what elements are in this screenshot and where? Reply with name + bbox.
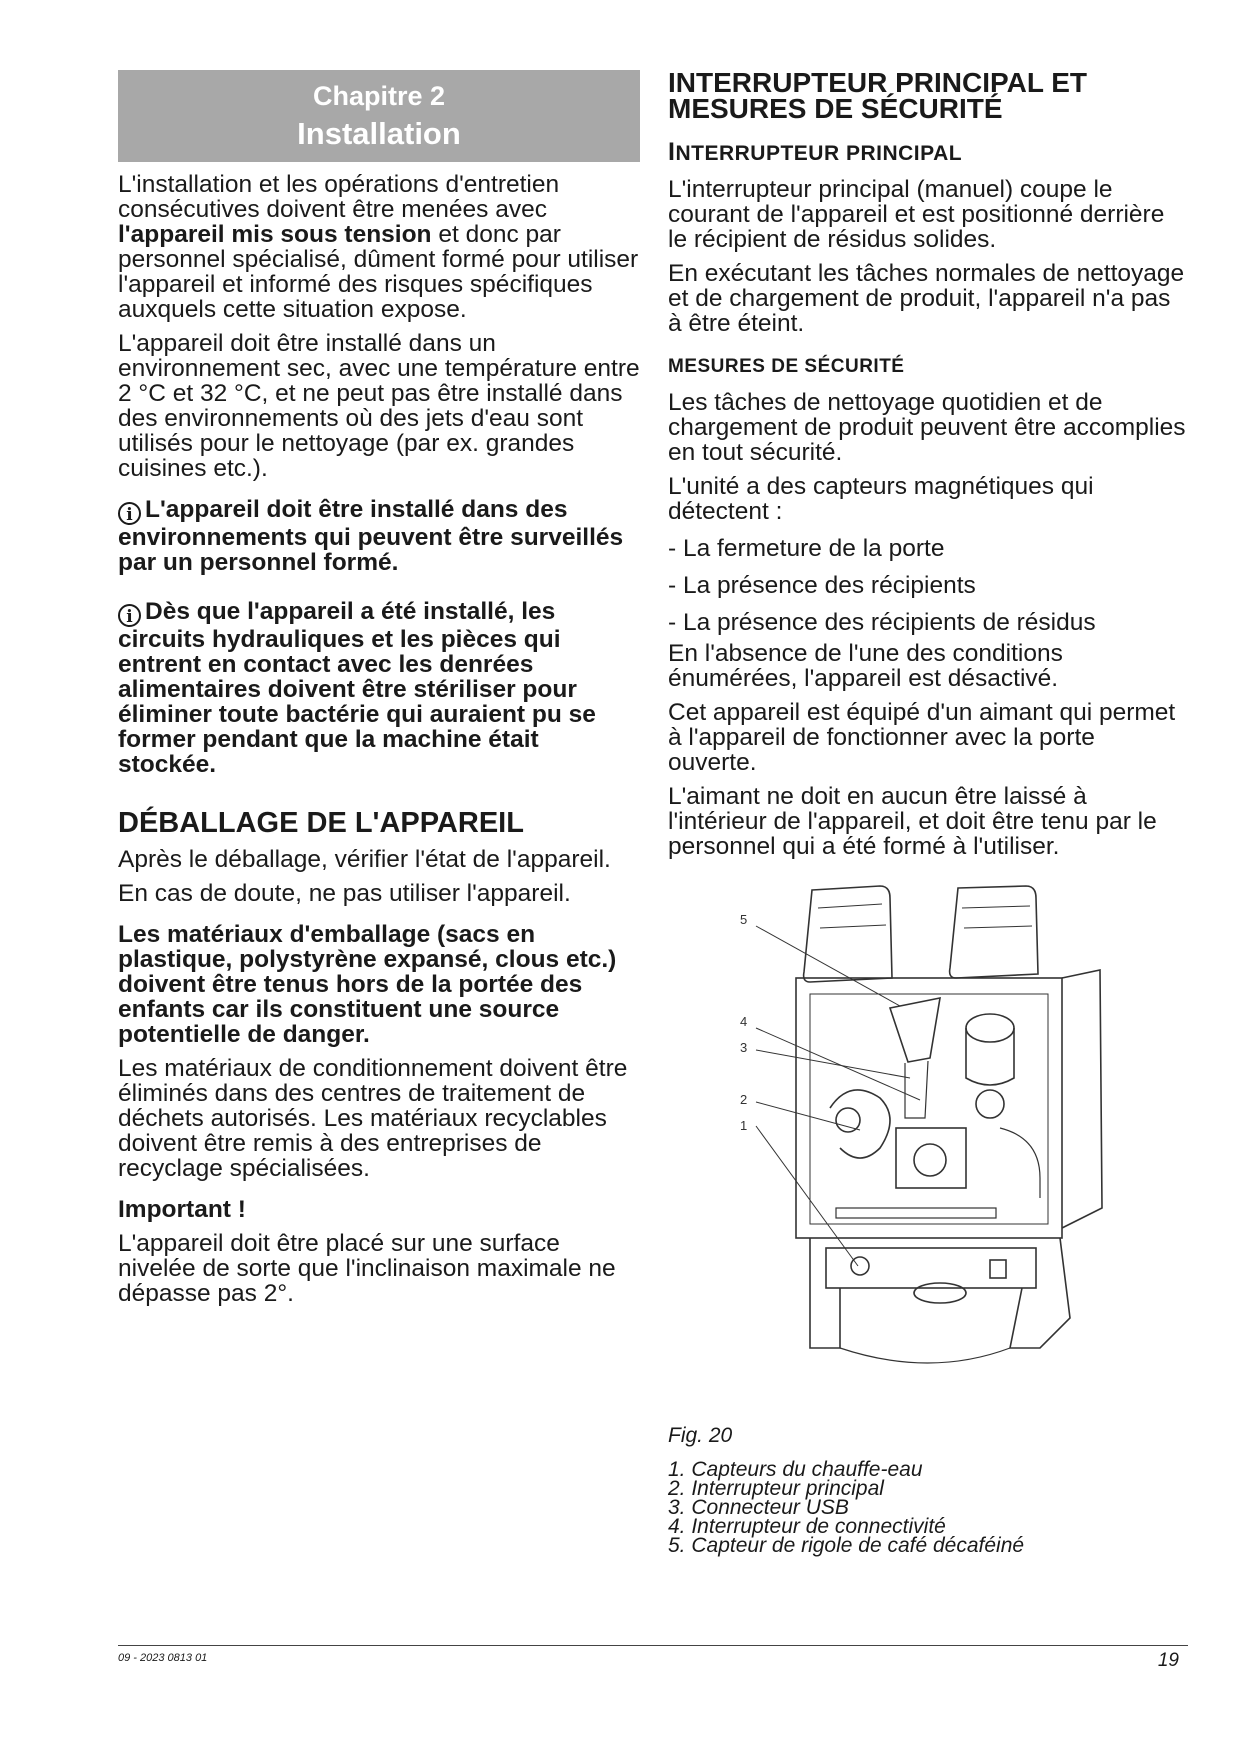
intro-text-2: et donc par personnel spécialisé, dûment formé pour utiliser l'appareil et informé des risques spécifiques auxquels cette situation expose. [118,221,639,323]
main-switch [990,1260,1006,1278]
subheading-main-switch [668,138,1188,167]
right-canister [950,886,1038,978]
deactivation-paragraph: En l'absence de l'une des conditions énumérées, l'appareil est désactivé. [668,640,1063,692]
left-canister [804,886,892,982]
list-item: - La présence des récipients [668,572,976,599]
funnel [890,998,940,1062]
note-supervision [118,497,640,575]
section-title: INTERRUPTEUR PRINCIPAL ET MESURES DE SÉCURITÉ [668,67,1087,124]
list-item: - La fermeture de la porte [668,535,945,562]
list-item: - La présence des récipients de résidus [668,609,1096,636]
level-surface-paragraph: L'appareil doit être placé sur une surface nivelée de sorte que l'inclinaison maximale ne dépasse pas 2°. [118,1230,616,1307]
note-sterilize-text: Dès que l'appareil a été installé, les circuits hydrauliques et les pièces qui entrent en contact avec les denrées alimentaires doivent être stériliser pour éliminer toute bactérie qui auraient pu se former pendant que la machine était stockée. [118,598,596,778]
packaging-warning: Les matériaux d'emballage (sacs en plastique, polystyrène expansé, clous etc.) doivent être tenus hors de la portée des enfants car ils constituent une source potentielle de danger. [118,921,617,1048]
unpacking-heading: DÉBALLAGE DE L'APPAREIL [118,807,524,839]
boiler [966,1014,1014,1042]
callout-4: 4 [740,1014,748,1029]
brewer [896,1128,966,1188]
unpacking-paragraph-2: En cas de doute, ne pas utiliser l'appareil. [118,880,571,907]
info-icon: i [118,604,141,627]
chapter-header [118,70,640,162]
disposal-paragraph: Les matériaux de conditionnement doivent être éliminés dans des centres de traitement de déchets autorisés. Les matériaux recyclables doivent être remis à des entreprises de recyclage spécialisées. [118,1055,628,1182]
intro-bold-text: l'appareil mis sous tension [118,221,432,248]
legend-item: 1. Capteurs du chauffe-eau [668,1458,923,1481]
left-column [118,70,640,1315]
document-code: 09 - 2023 0813 01 [118,1652,208,1664]
note-sterilize [118,599,640,777]
callout-2: 2 [740,1092,748,1107]
important-heading: Important ! [118,1196,246,1223]
cleaning-paragraph: En exécutant les tâches normales de nettoyage et de chargement de produit, l'appareil n'a pas à être éteint. [668,260,1185,337]
legend-item: 2. Interrupteur principal [668,1477,884,1500]
magnet-warning-paragraph: L'aimant ne doit en aucun être laissé à l'intérieur de l'appareil, et doit être tenu par le personnel qui a été formé à l'utiliser. [668,783,1157,860]
machine-figure [740,878,1110,1398]
callout-1: 1 [740,1118,748,1133]
magnet-paragraph: Cet appareil est équipé d'un aimant qui permet à l'appareil de fonctionner avec la porte ouverte. [668,699,1176,776]
subheading-safety: MESURES DE SÉCURITÉ [668,356,905,377]
legend-item: 3. Connecteur USB [668,1496,849,1519]
subheading-initial: I [668,138,676,166]
machine-drawing [740,878,1110,1398]
environment-paragraph: L'appareil doit être installé dans un environnement sec, avec une température entre 2 °C et 32 °C, et ne peut pas être installé dans des environnements où des jets d'eau sont utilisés pour le nettoyage (par ex. grandes cuisines etc.). [118,330,640,482]
unpacking-paragraph-1: Après le déballage, vérifier l'état de l'appareil. [118,846,611,873]
safety-paragraph-1: Les tâches de nettoyage quotidien et de chargement de produit peuvent être accomplies en tout sécurité. [668,389,1186,466]
legend-item: 5. Capteur de rigole de café décaféiné [668,1534,1025,1557]
figure-legend [668,1460,1024,1555]
info-icon: i [118,502,141,525]
main-switch-paragraph: L'interrupteur principal (manuel) coupe le courant de l'appareil et est positionné derrière le récipient de résidus solides. [668,176,1165,253]
figure-caption: Fig. 20 [668,1424,733,1447]
right-column [668,67,1188,868]
note-supervision-text: L'appareil doit être installé dans des environnements qui peuvent être surveillés par un personnel formé. [118,496,624,576]
chapter-number: Chapitre 2 [312,81,446,111]
footer-divider [118,1645,1188,1646]
base-panel [826,1248,1036,1288]
safety-paragraph-2: L'unité a des capteurs magnétiques qui détectent : [668,473,1094,525]
intro-text-1: L'installation et les opérations d'entretien consécutives doivent être menées avec [118,171,560,223]
legend-item: 4. Interrupteur de connectivité [668,1515,946,1538]
door [1062,970,1102,1228]
machine-frame [796,978,1062,1238]
subheading-rest: NTERRUPTEUR PRINCIPAL [675,142,963,165]
chapter-title: Installation [297,116,461,151]
callout-3: 3 [740,1040,748,1055]
callout-5: 5 [740,912,748,927]
page-number: 19 [1157,1650,1179,1671]
intro-paragraph [118,172,640,322]
